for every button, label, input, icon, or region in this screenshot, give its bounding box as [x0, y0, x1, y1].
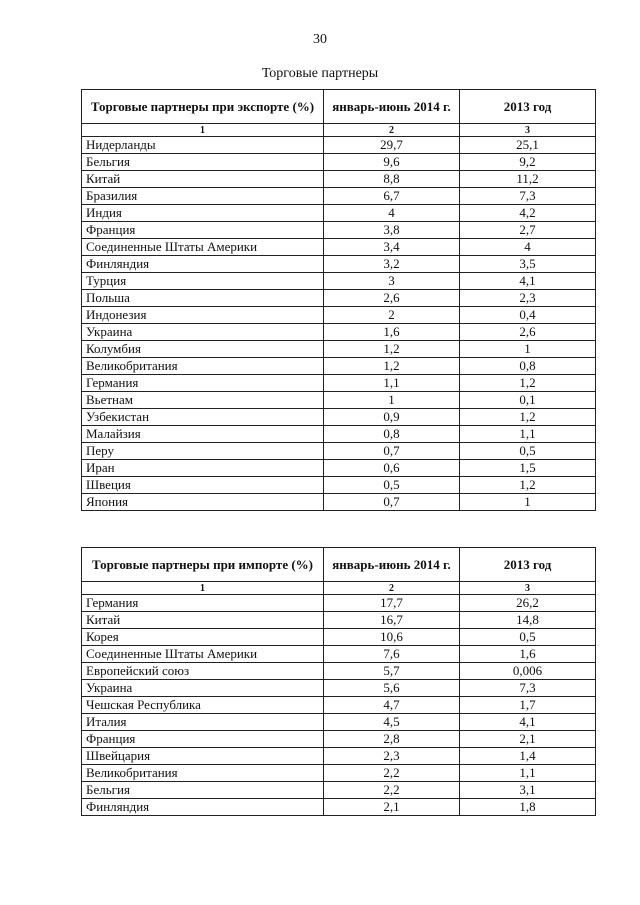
partner-name-cell: Нидерланды: [82, 137, 324, 154]
table-row: [82, 426, 596, 443]
partner-name-cell: Соединенные Штаты Америки: [82, 239, 324, 256]
table-row: [82, 137, 596, 154]
jan-jun-2014-value: 4: [324, 205, 460, 222]
partner-name-cell: Европейский союз: [82, 663, 324, 680]
partner-name-cell: Индия: [82, 205, 324, 222]
table-row: [82, 324, 596, 341]
header-jan-jun-2014: январь-июнь 2014 г.: [324, 548, 460, 582]
year-2013-value: 7,3: [460, 188, 596, 205]
partner-name-cell: Китай: [82, 171, 324, 188]
partner-name-cell: Иран: [82, 460, 324, 477]
table-row: [82, 697, 596, 714]
partner-name-cell: Бельгия: [82, 154, 324, 171]
jan-jun-2014-value: 2,8: [324, 731, 460, 748]
jan-jun-2014-value: 5,7: [324, 663, 460, 680]
table-row: [82, 222, 596, 239]
year-2013-value: 7,3: [460, 680, 596, 697]
table-row: [82, 273, 596, 290]
year-2013-value: 2,6: [460, 324, 596, 341]
partner-name-cell: Бельгия: [82, 782, 324, 799]
table-row: [82, 443, 596, 460]
partner-name-cell: Колумбия: [82, 341, 324, 358]
jan-jun-2014-value: 0,5: [324, 477, 460, 494]
column-number-row: [82, 582, 596, 595]
year-2013-value: 1,1: [460, 765, 596, 782]
jan-jun-2014-value: 0,7: [324, 494, 460, 511]
jan-jun-2014-value: 3,2: [324, 256, 460, 273]
column-number: 2: [324, 582, 460, 595]
table-row: [82, 205, 596, 222]
table-row: [82, 782, 596, 799]
jan-jun-2014-value: 4,5: [324, 714, 460, 731]
column-number: 3: [460, 124, 596, 137]
jan-jun-2014-value: 1: [324, 392, 460, 409]
jan-jun-2014-value: 1,2: [324, 358, 460, 375]
partner-name-cell: Украина: [82, 680, 324, 697]
table-row: [82, 629, 596, 646]
table-row: [82, 460, 596, 477]
jan-jun-2014-value: 0,9: [324, 409, 460, 426]
year-2013-value: 0,1: [460, 392, 596, 409]
column-number: 2: [324, 124, 460, 137]
jan-jun-2014-value: 8,8: [324, 171, 460, 188]
partner-name-cell: Индонезия: [82, 307, 324, 324]
partner-name-cell: Соединенные Штаты Америки: [82, 646, 324, 663]
year-2013-value: 0,4: [460, 307, 596, 324]
year-2013-value: 25,1: [460, 137, 596, 154]
table-row: [82, 171, 596, 188]
table-row: [82, 663, 596, 680]
partner-name-cell: Великобритания: [82, 765, 324, 782]
jan-jun-2014-value: 2: [324, 307, 460, 324]
jan-jun-2014-value: 0,8: [324, 426, 460, 443]
header-row: [82, 548, 596, 582]
year-2013-value: 2,3: [460, 290, 596, 307]
table-row: [82, 799, 596, 816]
jan-jun-2014-value: 1,1: [324, 375, 460, 392]
jan-jun-2014-value: 1,6: [324, 324, 460, 341]
jan-jun-2014-value: 3,8: [324, 222, 460, 239]
header-2013: 2013 год: [460, 548, 596, 582]
import-table-body: [82, 595, 596, 816]
column-number: 3: [460, 582, 596, 595]
jan-jun-2014-value: 0,6: [324, 460, 460, 477]
partner-name-cell: Франция: [82, 731, 324, 748]
header-partner: Торговые партнеры при импорте (%): [82, 548, 324, 582]
table-row: [82, 748, 596, 765]
partner-name-cell: Перу: [82, 443, 324, 460]
table-row: [82, 290, 596, 307]
jan-jun-2014-value: 7,6: [324, 646, 460, 663]
table-row: [82, 239, 596, 256]
table-row: [82, 392, 596, 409]
table-row: [82, 765, 596, 782]
export-table-body: [82, 137, 596, 511]
year-2013-value: 1,5: [460, 460, 596, 477]
year-2013-value: 3,1: [460, 782, 596, 799]
jan-jun-2014-value: 3: [324, 273, 460, 290]
year-2013-value: 1,2: [460, 409, 596, 426]
partner-name-cell: Швеция: [82, 477, 324, 494]
partner-name-cell: Китай: [82, 612, 324, 629]
jan-jun-2014-value: 16,7: [324, 612, 460, 629]
year-2013-value: 4: [460, 239, 596, 256]
jan-jun-2014-value: 9,6: [324, 154, 460, 171]
year-2013-value: 1,2: [460, 375, 596, 392]
year-2013-value: 1: [460, 494, 596, 511]
table-row: [82, 731, 596, 748]
table-row: [82, 714, 596, 731]
partner-name-cell: Чешская Республика: [82, 697, 324, 714]
year-2013-value: 3,5: [460, 256, 596, 273]
partner-name-cell: Корея: [82, 629, 324, 646]
table-row: [82, 612, 596, 629]
partner-name-cell: Бразилия: [82, 188, 324, 205]
table-row: [82, 494, 596, 511]
table-row: [82, 188, 596, 205]
partner-name-cell: Финляндия: [82, 256, 324, 273]
partner-name-cell: Германия: [82, 595, 324, 612]
header-row: [82, 90, 596, 124]
partner-name-cell: Финляндия: [82, 799, 324, 816]
jan-jun-2014-value: 17,7: [324, 595, 460, 612]
header-jan-jun-2014: январь-июнь 2014 г.: [324, 90, 460, 124]
table-row: [82, 646, 596, 663]
partner-name-cell: Узбекистан: [82, 409, 324, 426]
year-2013-value: 1,1: [460, 426, 596, 443]
export-partners-table: [81, 89, 596, 511]
jan-jun-2014-value: 2,2: [324, 782, 460, 799]
table-row: [82, 154, 596, 171]
table-row: [82, 477, 596, 494]
year-2013-value: 11,2: [460, 171, 596, 188]
partner-name-cell: Италия: [82, 714, 324, 731]
header-2013: 2013 год: [460, 90, 596, 124]
jan-jun-2014-value: 2,2: [324, 765, 460, 782]
year-2013-value: 0,006: [460, 663, 596, 680]
table-row: [82, 680, 596, 697]
table-row: [82, 358, 596, 375]
year-2013-value: 26,2: [460, 595, 596, 612]
year-2013-value: 1,6: [460, 646, 596, 663]
jan-jun-2014-value: 1,2: [324, 341, 460, 358]
jan-jun-2014-value: 4,7: [324, 697, 460, 714]
partner-name-cell: Швейцария: [82, 748, 324, 765]
table-row: [82, 375, 596, 392]
year-2013-value: 1: [460, 341, 596, 358]
partner-name-cell: Франция: [82, 222, 324, 239]
column-number: 1: [82, 124, 324, 137]
jan-jun-2014-value: 10,6: [324, 629, 460, 646]
partner-name-cell: Украина: [82, 324, 324, 341]
year-2013-value: 0,5: [460, 629, 596, 646]
jan-jun-2014-value: 0,7: [324, 443, 460, 460]
column-number-row: [82, 124, 596, 137]
year-2013-value: 4,2: [460, 205, 596, 222]
year-2013-value: 4,1: [460, 714, 596, 731]
table-caption: Торговые партнеры: [261, 66, 379, 81]
year-2013-value: 1,2: [460, 477, 596, 494]
table-row: [82, 256, 596, 273]
import-partners-table: [81, 547, 596, 816]
jan-jun-2014-value: 2,3: [324, 748, 460, 765]
jan-jun-2014-value: 3,4: [324, 239, 460, 256]
year-2013-value: 2,7: [460, 222, 596, 239]
jan-jun-2014-value: 2,6: [324, 290, 460, 307]
year-2013-value: 1,7: [460, 697, 596, 714]
header-partner: Торговые партнеры при экспорте (%): [82, 90, 324, 124]
jan-jun-2014-value: 2,1: [324, 799, 460, 816]
jan-jun-2014-value: 29,7: [324, 137, 460, 154]
table-row: [82, 409, 596, 426]
year-2013-value: 14,8: [460, 612, 596, 629]
table-row: [82, 595, 596, 612]
table-row: [82, 307, 596, 324]
partner-name-cell: Турция: [82, 273, 324, 290]
partner-name-cell: Польша: [82, 290, 324, 307]
partner-name-cell: Малайзия: [82, 426, 324, 443]
page-number: 30: [313, 32, 327, 47]
partner-name-cell: Вьетнам: [82, 392, 324, 409]
column-number: 1: [82, 582, 324, 595]
year-2013-value: 0,8: [460, 358, 596, 375]
year-2013-value: 1,4: [460, 748, 596, 765]
table-row: [82, 341, 596, 358]
year-2013-value: 2,1: [460, 731, 596, 748]
year-2013-value: 9,2: [460, 154, 596, 171]
jan-jun-2014-value: 6,7: [324, 188, 460, 205]
year-2013-value: 1,8: [460, 799, 596, 816]
year-2013-value: 4,1: [460, 273, 596, 290]
year-2013-value: 0,5: [460, 443, 596, 460]
jan-jun-2014-value: 5,6: [324, 680, 460, 697]
partner-name-cell: Япония: [82, 494, 324, 511]
partner-name-cell: Великобритания: [82, 358, 324, 375]
partner-name-cell: Германия: [82, 375, 324, 392]
